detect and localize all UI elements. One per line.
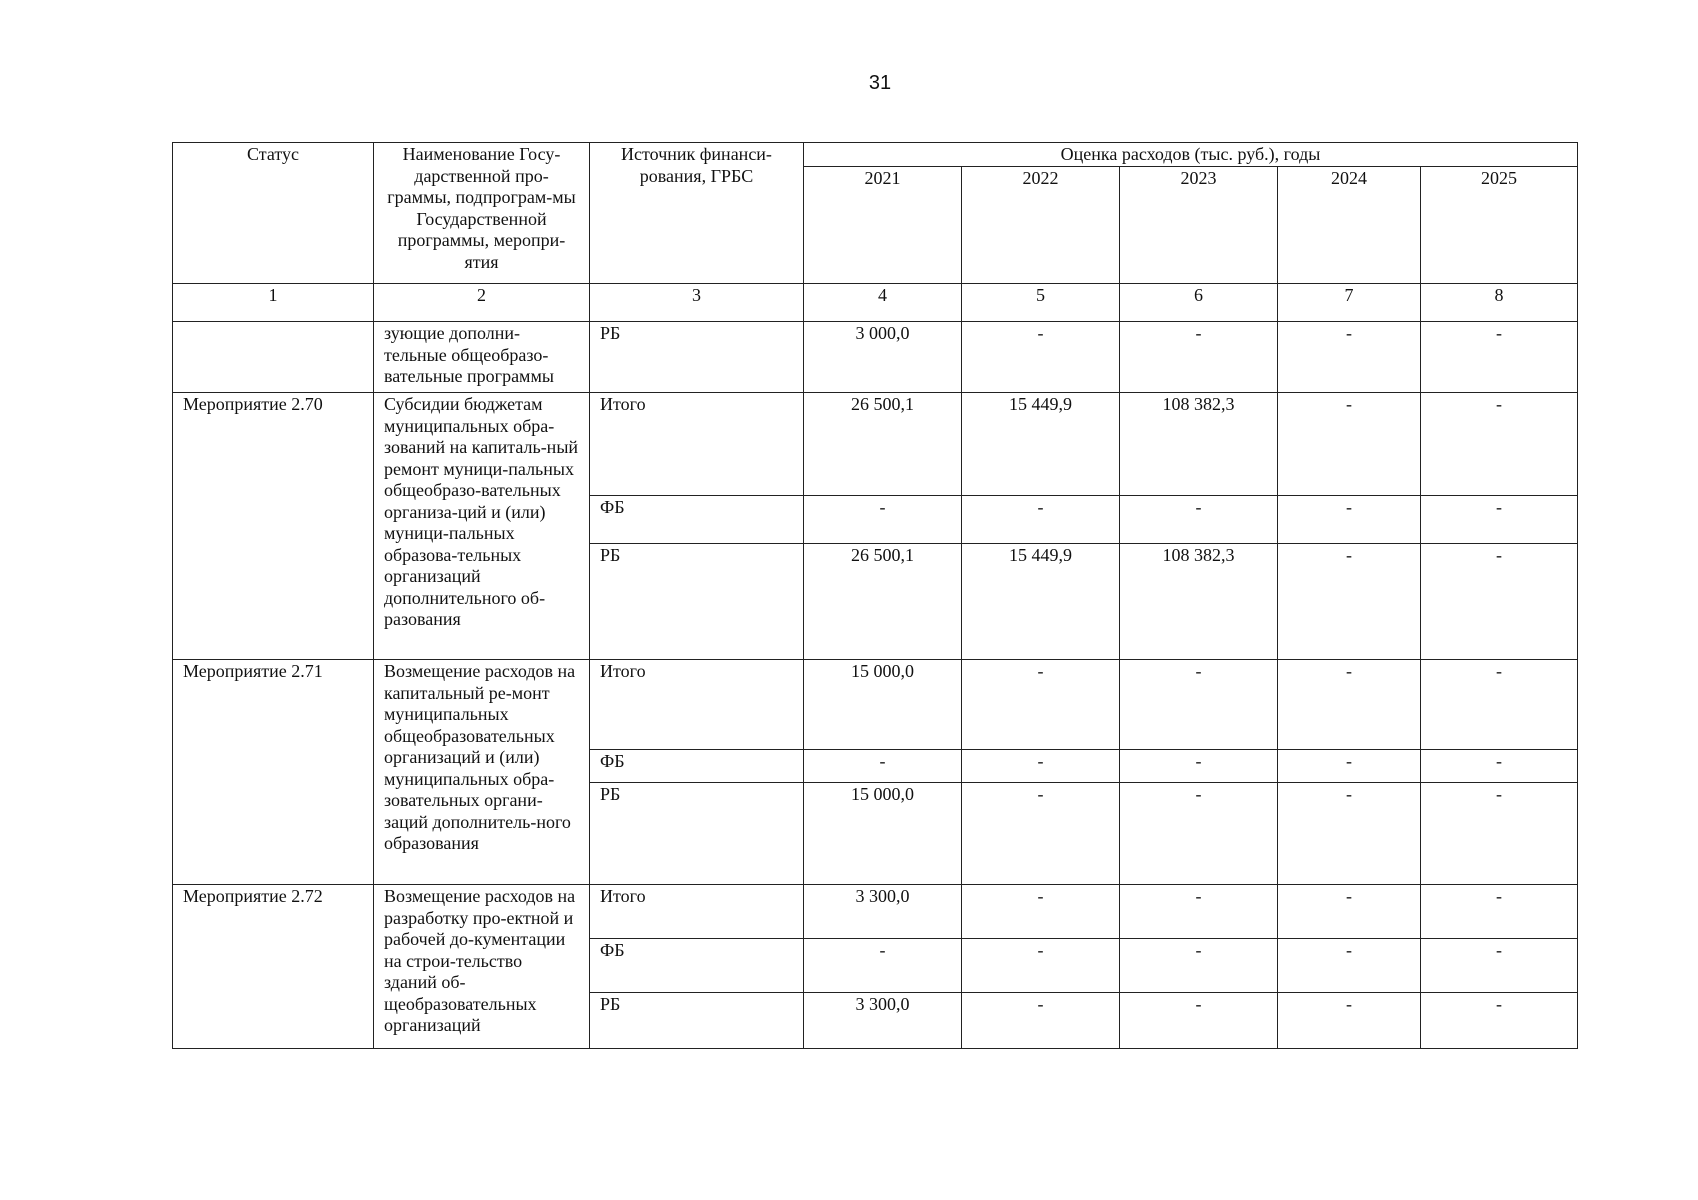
value-cell: - — [1278, 885, 1421, 939]
header-year: 2025 — [1421, 167, 1578, 284]
header-source: Источник финанси-рования, ГРБС — [590, 143, 804, 284]
value-cell: - — [1421, 939, 1578, 993]
value-cell: - — [1120, 660, 1278, 750]
source-cell: ФБ — [590, 496, 804, 544]
name-cell: Возмещение расходов на разработку про-ектной и рабочей до-кументации на строи-тельство зданий об-щеобразовательных организаций — [374, 885, 590, 1049]
value-cell: - — [1278, 750, 1421, 783]
value-cell: - — [1120, 939, 1278, 993]
value-cell: - — [1278, 393, 1421, 496]
value-cell: - — [962, 660, 1120, 750]
value-cell: - — [1120, 322, 1278, 393]
value-cell: - — [962, 939, 1120, 993]
source-cell: Итого — [590, 393, 804, 496]
value-cell: - — [1421, 544, 1578, 660]
value-cell: - — [1421, 750, 1578, 783]
value-cell: - — [1278, 322, 1421, 393]
value-cell: 26 500,1 — [804, 544, 962, 660]
value-cell: - — [962, 783, 1120, 885]
value-cell: - — [962, 496, 1120, 544]
header-year: 2023 — [1120, 167, 1278, 284]
column-number: 4 — [804, 284, 962, 322]
source-cell: ФБ — [590, 939, 804, 993]
status-cell — [173, 322, 374, 393]
value-cell: 15 449,9 — [962, 544, 1120, 660]
header-year: 2022 — [962, 167, 1120, 284]
value-cell: - — [1278, 496, 1421, 544]
value-cell: - — [1120, 783, 1278, 885]
value-cell: - — [1278, 783, 1421, 885]
value-cell: - — [1278, 544, 1421, 660]
column-number: 8 — [1421, 284, 1578, 322]
column-number-row — [173, 284, 1578, 322]
source-cell: РБ — [590, 783, 804, 885]
value-cell: - — [1421, 393, 1578, 496]
value-cell: 15 449,9 — [962, 393, 1120, 496]
table-row — [173, 885, 1578, 939]
value-cell: 15 000,0 — [804, 660, 962, 750]
header-name: Наименование Госу-дарственной про-граммы, подпрограм-мы Государственной программы, меропри-ятия — [374, 143, 590, 284]
status-cell: Мероприятие 2.70 — [173, 393, 374, 660]
column-number: 2 — [374, 284, 590, 322]
value-cell: - — [804, 750, 962, 783]
value-cell: - — [962, 322, 1120, 393]
name-cell: Субсидии бюджетам муниципальных обра-зований на капиталь-ный ремонт муници-пальных общеобразо-вательных организа-ций и (или) муници-пальных образова-тельных организаций дополнительного об-разования — [374, 393, 590, 660]
source-cell: РБ — [590, 544, 804, 660]
value-cell: - — [1421, 993, 1578, 1049]
status-cell: Мероприятие 2.72 — [173, 885, 374, 1049]
value-cell: - — [962, 993, 1120, 1049]
value-cell: 3 300,0 — [804, 885, 962, 939]
value-cell: - — [1120, 750, 1278, 783]
value-cell: - — [1120, 496, 1278, 544]
column-number: 7 — [1278, 284, 1421, 322]
value-cell: - — [804, 496, 962, 544]
source-cell: Итого — [590, 885, 804, 939]
header-status: Статус — [173, 143, 374, 284]
value-cell: - — [1278, 993, 1421, 1049]
value-cell: - — [1421, 783, 1578, 885]
column-number: 5 — [962, 284, 1120, 322]
value-cell: - — [1278, 939, 1421, 993]
value-cell: 3 000,0 — [804, 322, 962, 393]
column-number: 6 — [1120, 284, 1278, 322]
header-year: 2021 — [804, 167, 962, 284]
value-cell: 108 382,3 — [1120, 393, 1278, 496]
value-cell: - — [1421, 885, 1578, 939]
header-year: 2024 — [1278, 167, 1421, 284]
table-row — [173, 322, 1578, 393]
table-row — [173, 393, 1578, 496]
value-cell: - — [1278, 660, 1421, 750]
header-expenses: Оценка расходов (тыс. руб.), годы — [804, 143, 1578, 167]
page-number: 31 — [868, 72, 892, 94]
value-cell: 15 000,0 — [804, 783, 962, 885]
value-cell: - — [1120, 993, 1278, 1049]
value-cell: - — [1421, 322, 1578, 393]
name-cell: зующие дополни-тельные общеобразо-вательные программы — [374, 322, 590, 393]
status-cell: Мероприятие 2.71 — [173, 660, 374, 885]
value-cell: - — [962, 750, 1120, 783]
value-cell: 3 300,0 — [804, 993, 962, 1049]
table-row — [173, 660, 1578, 750]
source-cell: Итого — [590, 660, 804, 750]
value-cell: 26 500,1 — [804, 393, 962, 496]
source-cell: ФБ — [590, 750, 804, 783]
source-cell: РБ — [590, 993, 804, 1049]
value-cell: - — [962, 885, 1120, 939]
name-cell: Возмещение расходов на капитальный ре-монт муниципальных общеобразовательных организаций и (или) муниципальных обра-зовательных органи-заций дополнитель-ного образования — [374, 660, 590, 885]
value-cell: - — [1421, 660, 1578, 750]
column-number: 1 — [173, 284, 374, 322]
column-number: 3 — [590, 284, 804, 322]
value-cell: - — [1421, 496, 1578, 544]
value-cell: - — [804, 939, 962, 993]
budget-table — [172, 142, 1578, 1049]
value-cell: 108 382,3 — [1120, 544, 1278, 660]
source-cell: РБ — [590, 322, 804, 393]
value-cell: - — [1120, 885, 1278, 939]
